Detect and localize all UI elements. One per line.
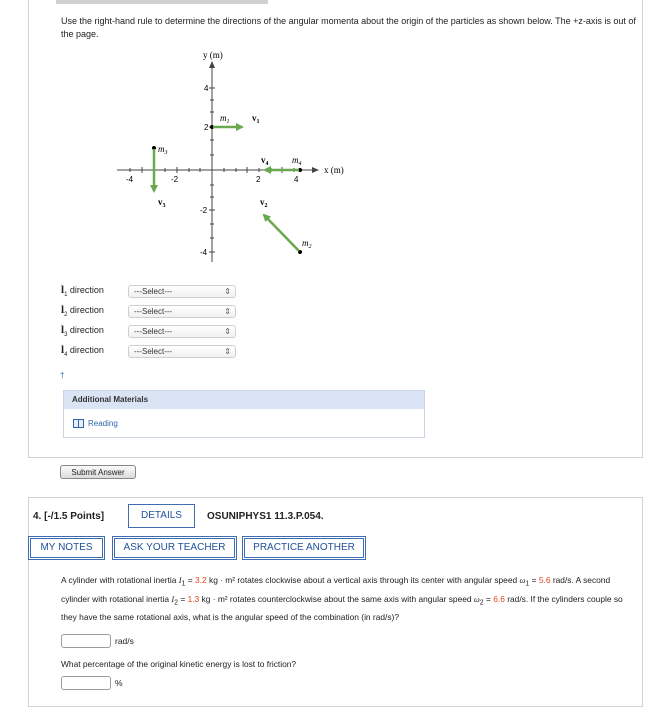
- vector-v4-label: $v_4$: [261, 155, 269, 167]
- details-button[interactable]: DETAILS: [128, 504, 195, 528]
- angular-momentum-figure: [0, 0, 655, 300]
- reading-link[interactable]: [64, 419, 424, 428]
- unit-percent: %: [115, 678, 123, 688]
- direction-row-l2: [61, 304, 131, 318]
- velocity-v2-arrow: [264, 215, 299, 251]
- mass-m2-label: $m_2$: [302, 238, 312, 250]
- chevron-updown-icon: ⇕: [224, 347, 231, 356]
- x-axis-label: x (m): [324, 165, 344, 175]
- y-tick-label: 4: [204, 84, 209, 93]
- inertia-2-value: 1.3: [187, 593, 200, 604]
- l1-direction-select[interactable]: ---Select--- ⇕: [128, 285, 236, 298]
- book-icon: [73, 419, 84, 428]
- l4-direction-select[interactable]: ---Select--- ⇕: [128, 345, 236, 358]
- chevron-updown-icon: ⇕: [224, 327, 231, 336]
- ask-your-teacher-button[interactable]: ASK YOUR TEACHER: [112, 536, 237, 560]
- mass-m3-label: $m_3$: [158, 144, 168, 156]
- l2-label: $l_2$ direction: [61, 304, 104, 318]
- question-4-header: 4. [-/1.5 Points]: [33, 511, 105, 522]
- omega-1-value: 5.6: [538, 575, 551, 585]
- vector-v1-label: $v_1$: [252, 113, 260, 125]
- l4-label: $l_4$ direction: [61, 344, 104, 358]
- x-tick-label: -2: [171, 175, 179, 184]
- x-tick-label: 4: [294, 175, 299, 184]
- my-notes-button[interactable]: MY NOTES: [28, 536, 105, 560]
- practice-another-button[interactable]: PRACTICE ANOTHER: [242, 536, 366, 560]
- l1-label: $l_1$ direction: [61, 284, 104, 298]
- problem-code: OSUNIPHYS1 11.3.P.054.: [207, 511, 324, 522]
- submit-answer-button[interactable]: Submit Answer: [60, 465, 136, 479]
- l2-direction-select[interactable]: ---Select--- ⇕: [128, 305, 236, 318]
- unit-rad-per-s: rad/s: [115, 636, 134, 646]
- mass-m4-label: $m_4$: [292, 155, 302, 167]
- percentage-input[interactable]: [61, 676, 111, 690]
- y-tick-label: 2: [204, 123, 209, 132]
- l3-direction-select[interactable]: ---Select--- ⇕: [128, 325, 236, 338]
- y-axis-label: y (m): [203, 50, 223, 60]
- m1-sub: 1: [226, 119, 230, 125]
- vector-v2-label: $v_2$: [260, 197, 268, 209]
- y-tick-label: -4: [200, 248, 208, 257]
- vector-v3-label: $v_3$: [158, 197, 166, 209]
- reading-link-label: Reading: [88, 419, 118, 428]
- direction-row-l1: [61, 284, 131, 298]
- kinetic-energy-question: What percentage of the original kinetic energy is lost to friction?: [61, 659, 297, 669]
- question-3-prompt: Use the right-hand rule to determine the directions of the angular momenta about the origin of the particles as shown below. The +z-axis is out of the page.: [61, 16, 636, 39]
- x-tick-label: -4: [126, 175, 134, 184]
- additional-materials-heading: Additional Materials: [64, 391, 424, 409]
- chevron-updown-icon: ⇕: [224, 287, 231, 296]
- question-4-prompt: A cylinder with rotational inertia $I_1 = 3.2$ kg · m² rotates clockwise about a vertical axis through its center with angular speed $\omega_1 = 5.6$ rad/s. A second cylinder with rotational inertia $I_2 = 1.3$ kg · m² rotates counterclockwise about the same axis with angular speed $\omega_2 = 6.6$ rad/s. If the cylinders couple so they have the same rotational axis, what is the angular speed of the combination (in rad/s)?: [61, 575, 623, 623]
- direction-row-l3: [61, 324, 131, 338]
- additional-materials-panel: [63, 390, 425, 438]
- direction-row-l4: [61, 344, 131, 358]
- dagger-mark: †: [60, 371, 65, 380]
- omega-2-value: 6.6: [493, 593, 505, 604]
- x-tick-label: 2: [256, 175, 261, 184]
- l3-label: $l_3$ direction: [61, 324, 104, 338]
- inertia-1-value: 3.2: [195, 575, 207, 585]
- mass-m1-label: $m_1$: [220, 113, 230, 125]
- y-tick-label: -2: [200, 206, 208, 215]
- chevron-updown-icon: ⇕: [224, 307, 231, 316]
- angular-speed-input[interactable]: [61, 634, 111, 648]
